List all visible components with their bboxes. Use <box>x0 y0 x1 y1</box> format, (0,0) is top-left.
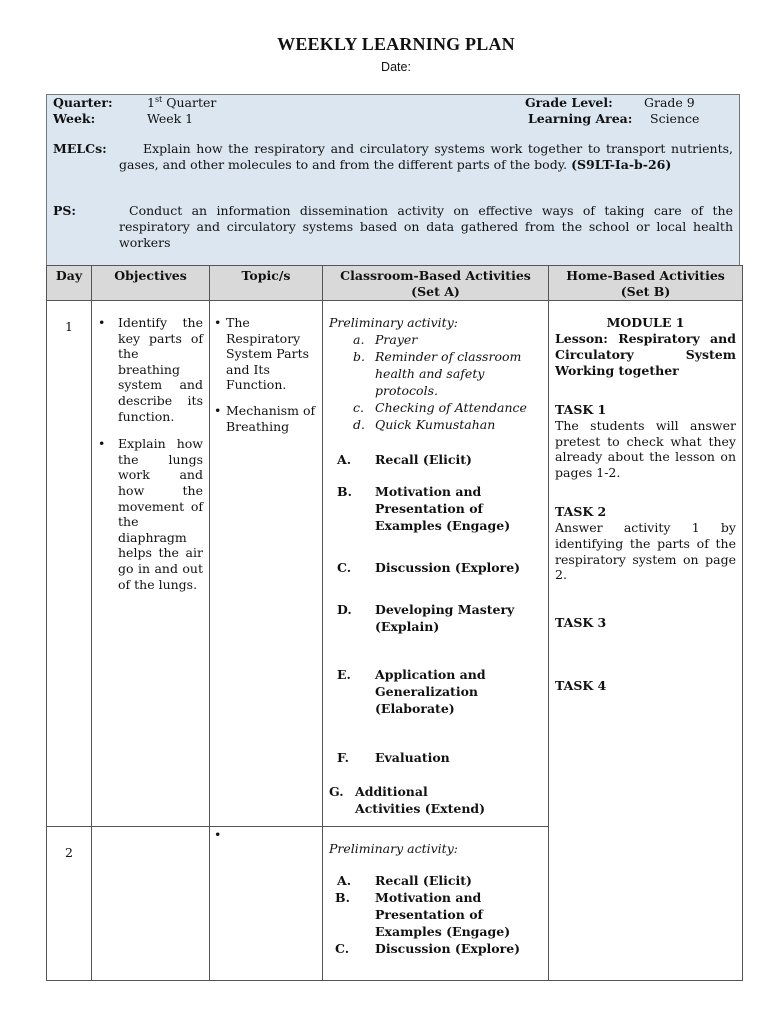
day2-number: 2 <box>47 827 92 981</box>
activity-item <box>329 451 544 468</box>
activity-text: Additional Activities (Extend) <box>355 784 486 816</box>
task1-title: TASK 1 <box>555 402 607 417</box>
topic-item: • Mechanism of Breathing <box>226 403 318 434</box>
ps-block <box>53 203 733 251</box>
activity-text: Motivation and Presentation of Examples (Engage) <box>375 890 511 939</box>
activity-text: Discussion (Explore) <box>375 941 521 956</box>
learning-area-label: Learning Area: <box>528 111 633 126</box>
col-classroom-line1: Classroom-Based Activities <box>340 268 531 283</box>
task3-title: TASK 3 <box>555 614 607 630</box>
home-based-activities <box>549 301 743 981</box>
col-topics: Topic/s <box>210 266 323 301</box>
col-objectives: Objectives <box>92 266 210 301</box>
col-classroom-line2: (Set A) <box>411 284 460 299</box>
preliminary-label: Preliminary activity: <box>329 315 458 330</box>
activity-item <box>329 940 544 957</box>
prelim-item <box>353 331 544 348</box>
learning-area-value: Science <box>650 111 700 126</box>
lesson-title: Lesson: Respiratory and Circulatory System Working together <box>555 331 736 378</box>
activity-text: Application and Generalization (Elaborate) <box>375 667 486 716</box>
day1-objectives <box>92 301 210 827</box>
task1-text: The students will answer pretest to check what they already about the lesson on pages 1-2. <box>555 418 736 480</box>
quarter-value <box>147 95 216 110</box>
table-row-day1 <box>47 301 743 827</box>
col-day: Day <box>47 266 92 301</box>
activity-text: Motivation and Presentation of Examples (Engage) <box>375 484 511 533</box>
module-title: MODULE 1 <box>606 315 685 330</box>
activity-letter: D. <box>337 602 352 617</box>
melcs-label: MELCs: <box>53 141 107 156</box>
day2-classroom-activities <box>323 827 549 981</box>
prelim-text: Reminder of classroom health and safety protocols. <box>375 349 522 398</box>
objective-item: • Explain how the lungs work and how the movement of the diaphragm helps the air go in and out of the lungs. <box>118 436 203 592</box>
col-home <box>549 266 743 301</box>
ps-text: Conduct an information dissemination activity on effective ways of taking care of the respiratory and circulatory systems based on data gathered from the school or local health workers <box>119 203 733 250</box>
activity-item <box>329 559 544 576</box>
ps-label: PS: <box>53 203 77 218</box>
table-header-row <box>47 266 743 301</box>
date-label: Date: <box>381 60 411 74</box>
day2-topics <box>210 827 323 981</box>
day1-classroom-activities <box>323 301 549 827</box>
activity-letter: A. <box>337 873 352 888</box>
prelim-letter: d. <box>353 417 365 432</box>
prelim-text: Checking of Attendance <box>375 400 527 415</box>
day2-objectives <box>92 827 210 981</box>
activity-letter: F. <box>337 750 349 765</box>
activity-letter: B. <box>335 890 350 905</box>
activity-text: Recall (Elicit) <box>375 873 472 888</box>
quarter-word: Quarter <box>162 95 217 111</box>
activity-text: Discussion (Explore) <box>375 560 521 575</box>
col-home-line1: Home-Based Activities <box>566 268 725 283</box>
plan-table <box>46 265 743 981</box>
prelim-text: Prayer <box>375 332 418 347</box>
melcs-description: Explain how the respiratory and circulatory systems work together to transport nutrients, gases, and other molecules to and from the different parts of the body. <box>119 141 733 172</box>
preliminary-label: Preliminary activity: <box>329 841 458 856</box>
grade-value: Grade 9 <box>644 95 695 110</box>
activity-text: Recall (Elicit) <box>375 452 472 467</box>
day1-topics <box>210 301 323 827</box>
activity-letter: A. <box>337 452 352 467</box>
prelim-item <box>353 416 544 433</box>
quarter-number: 1 <box>147 95 155 111</box>
activity-item <box>329 783 544 817</box>
activity-letter: G. <box>329 784 344 799</box>
activity-item <box>329 601 544 635</box>
activity-text: Evaluation <box>375 750 450 765</box>
task4-title: TASK 4 <box>555 677 607 693</box>
page-title: WEEKLY LEARNING PLAN <box>277 34 515 54</box>
activity-letter: E. <box>337 667 351 682</box>
activity-item <box>329 749 544 766</box>
activity-item <box>329 483 544 534</box>
task2-title: TASK 2 <box>555 504 607 520</box>
melcs-block <box>53 141 733 173</box>
objective-item: • Identify the key parts of the breathing system and describe its function. <box>118 315 203 424</box>
activity-item <box>329 872 544 889</box>
grade-label: Grade Level: <box>525 95 613 110</box>
task2-text: Answer activity 1 by identifying the parts of the respiratory system on page 2. <box>555 520 736 583</box>
prelim-item <box>353 348 544 399</box>
plan-header-box <box>46 94 740 266</box>
quarter-suffix: st <box>154 95 163 104</box>
activity-item <box>329 889 544 940</box>
prelim-text: Quick Kumustahan <box>375 417 496 432</box>
week-value: Week 1 <box>147 111 194 126</box>
activity-letter: B. <box>337 484 352 499</box>
topic-item: • The Respiratory System Parts and Its Function. <box>226 315 318 393</box>
day1-number: 1 <box>47 301 92 827</box>
melcs-text <box>53 141 733 173</box>
melcs-code: (S9LT-Ia-b-26) <box>571 157 672 172</box>
quarter-label: Quarter: <box>53 95 113 110</box>
activity-letter: C. <box>335 941 350 956</box>
activity-letter: C. <box>337 560 352 575</box>
prelim-letter: a. <box>353 332 365 347</box>
prelim-letter: c. <box>353 400 364 415</box>
activity-text: Developing Mastery (Explain) <box>375 602 515 634</box>
col-classroom <box>323 266 549 301</box>
activity-item <box>329 666 544 717</box>
col-home-line2: (Set B) <box>620 284 671 299</box>
week-label: Week: <box>53 111 96 126</box>
topic-item-empty <box>226 827 318 843</box>
prelim-item <box>353 399 544 416</box>
prelim-letter: b. <box>353 349 365 364</box>
